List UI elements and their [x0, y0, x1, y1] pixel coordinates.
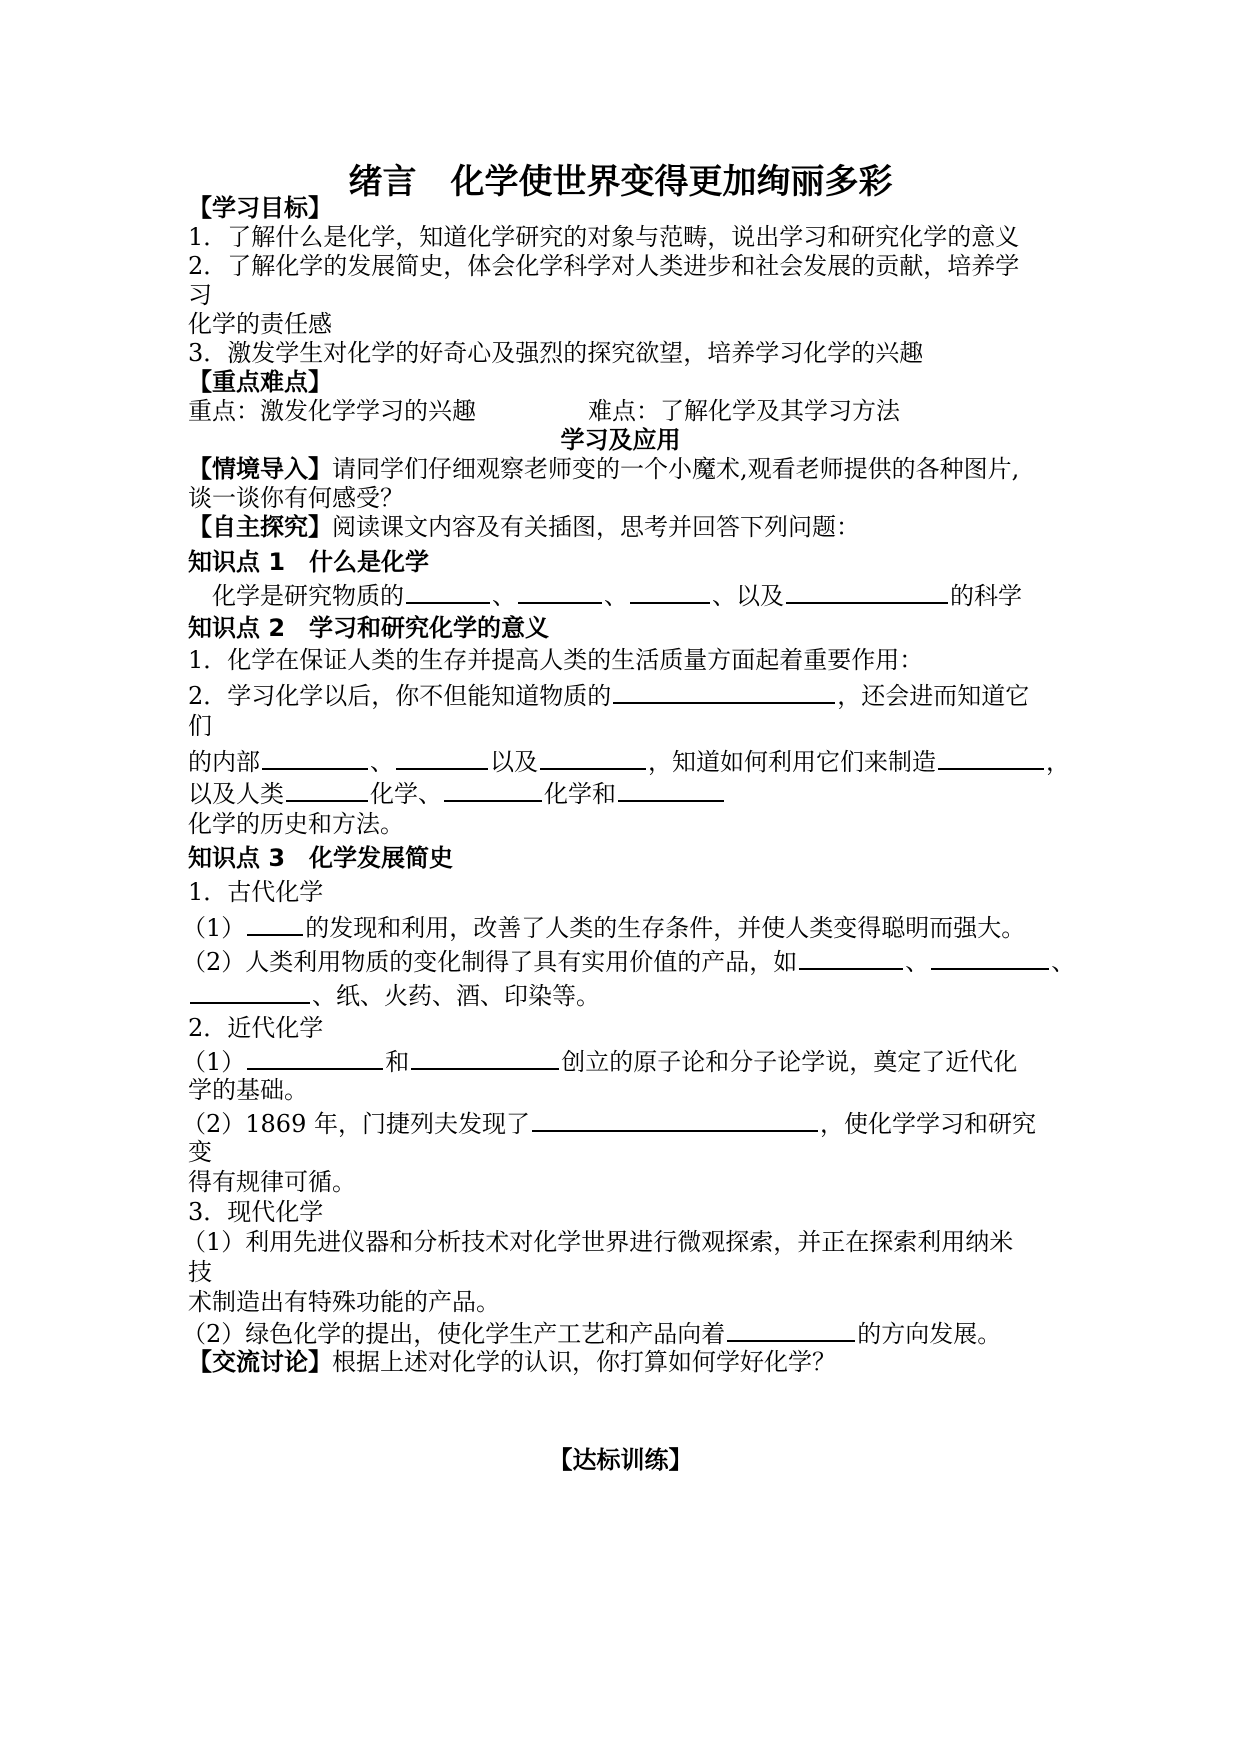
blank-field[interactable]	[262, 744, 368, 770]
kp3-text: 的发现和利用，改善了人类的生存条件，并使人类变得聪明而强大。	[305, 914, 1026, 942]
modern-item-2-wrap: 变	[188, 1138, 212, 1166]
blank-field[interactable]	[727, 1316, 855, 1342]
kp2-text: 的内部	[188, 748, 260, 776]
discuss-label: 【交流讨论】	[188, 1348, 332, 1376]
training-heading: 【达标训练】	[548, 1446, 693, 1474]
goal-item-3: 3．激发学生对化学的好奇心及强烈的探究欲望，培养学习化学的兴趣	[188, 339, 924, 367]
kp3-text: 、	[1051, 948, 1076, 976]
goal-item-2-wrap: 习	[188, 281, 212, 309]
section-title: 学习及应用	[560, 426, 681, 454]
kp2-text: 以及	[490, 748, 538, 776]
kp3-text: 、	[905, 948, 930, 976]
intro-text: 请同学们仔细观察老师变的一个小魔术,观看老师提供的各种图片,	[332, 455, 1020, 483]
modern-item-1	[182, 1044, 1017, 1076]
blank-field[interactable]	[630, 578, 710, 604]
kp2-line-2-wrap: 们	[188, 712, 212, 740]
kp1-line	[212, 578, 1022, 610]
kp2-line-4	[188, 776, 726, 808]
current-heading: 3．现代化学	[188, 1198, 324, 1226]
blank-field[interactable]	[247, 910, 303, 936]
current-item-1: （1）利用先进仪器和分析技术对化学世界进行微观探索，并正在探索利用纳米	[182, 1228, 1014, 1256]
key-heading: 【重点难点】	[188, 368, 332, 396]
kp2-heading: 知识点 2 学习和研究化学的意义	[188, 614, 550, 642]
goals-heading: 【学习目标】	[188, 194, 332, 222]
document-title: 绪言 化学使世界变得更加绚丽多彩	[348, 162, 893, 202]
discuss-text: 根据上述对化学的认识，你打算如何学好化学？	[332, 1348, 836, 1376]
ancient-heading: 1．古代化学	[188, 878, 324, 906]
kp1-text-3: 、	[604, 582, 628, 610]
current-item-1-wrap: 技	[188, 1258, 212, 1286]
goal-item-2: 2．了解化学的发展简史，体会化学科学对人类进步和社会发展的贡献，培养学	[188, 252, 1020, 280]
kp1-text-5: 的科学	[950, 582, 1022, 610]
blank-field[interactable]	[411, 1044, 559, 1070]
kp1-heading: 知识点 1 什么是化学	[188, 548, 430, 576]
ancient-item-2	[182, 944, 1075, 976]
kp3-text: ，使化学学习和研究	[819, 1110, 1036, 1138]
intro-text-cont: 谈一谈你有何感受？	[188, 484, 404, 512]
kp2-text: 化学、	[370, 780, 442, 808]
kp2-text: 化学和	[544, 780, 616, 808]
goal-item-2-cont: 化学的责任感	[188, 310, 332, 338]
kp3-text: 、纸、火药、酒、印染等。	[312, 982, 600, 1010]
modern-item-2	[182, 1106, 1036, 1138]
modern-heading: 2．近代化学	[188, 1014, 324, 1042]
explore-label: 【自主探究】	[188, 513, 332, 541]
kp2-line-3	[188, 744, 1070, 776]
blank-field[interactable]	[938, 744, 1044, 770]
discuss-line	[188, 1346, 836, 1378]
kp3-text: （1）	[182, 914, 246, 942]
kp2-text: 、	[370, 748, 394, 776]
kp3-heading: 知识点 3 化学发展简史	[188, 844, 454, 872]
blank-field[interactable]	[396, 744, 488, 770]
intro-line	[188, 453, 1019, 485]
current-item-2	[182, 1316, 1001, 1348]
blank-field[interactable]	[786, 578, 948, 604]
blank-field[interactable]	[444, 776, 542, 802]
kp2-line-5: 化学的历史和方法。	[188, 810, 404, 838]
modern-item-1-cont: 学的基础。	[188, 1076, 308, 1104]
kp2-text: ，还会进而知道它	[837, 682, 1030, 710]
kp3-text: （2）人类利用物质的变化制得了具有实用价值的产品，如	[182, 948, 798, 976]
explore-line	[188, 511, 860, 543]
key-difficulty: 难点：了解化学及其学习方法	[588, 397, 900, 425]
intro-label: 【情境导入】	[188, 455, 332, 483]
kp3-text: 和	[385, 1048, 410, 1076]
blank-field[interactable]	[190, 978, 310, 1004]
kp2-line-2	[188, 678, 1029, 710]
blank-field[interactable]	[247, 1044, 383, 1070]
kp1-text-2: 、	[492, 582, 516, 610]
kp2-text: 以及人类	[188, 780, 284, 808]
kp3-text: （2）绿色化学的提出，使化学生产工艺和产品向着	[182, 1320, 726, 1348]
blank-field[interactable]	[540, 744, 646, 770]
blank-field[interactable]	[799, 944, 903, 970]
blank-field[interactable]	[613, 678, 835, 704]
key-focus: 重点：激发化学学习的兴趣	[188, 397, 476, 425]
blank-field[interactable]	[618, 776, 724, 802]
kp1-text-1: 化学是研究物质的	[212, 582, 404, 610]
modern-item-2-cont: 得有规律可循。	[188, 1168, 356, 1196]
kp1-text-4: 、以及	[712, 582, 784, 610]
blank-field[interactable]	[518, 578, 602, 604]
kp2-text: ，知道如何利用它们来制造	[648, 748, 936, 776]
ancient-item-2-cont	[188, 978, 600, 1010]
explore-text: 阅读课文内容及有关插图，思考并回答下列问题：	[332, 513, 860, 541]
kp3-text: （2）1869 年，门捷列夫发现了	[182, 1110, 530, 1138]
kp2-text: ，	[1046, 748, 1070, 776]
blank-field[interactable]	[931, 944, 1049, 970]
goal-item-1: 1．了解什么是化学，知道化学研究的对象与范畴，说出学习和研究化学的意义	[188, 223, 1020, 251]
kp3-text: 创立的原子论和分子论学说，奠定了近代化	[561, 1048, 1018, 1076]
current-item-1-cont: 术制造出有特殊功能的产品。	[188, 1288, 500, 1316]
blank-field[interactable]	[532, 1106, 818, 1132]
blank-field[interactable]	[286, 776, 368, 802]
kp2-text: 2．学习化学以后，你不但能知道物质的	[188, 682, 612, 710]
ancient-item-1	[182, 910, 1025, 942]
kp3-text: （1）	[182, 1048, 246, 1076]
blank-field[interactable]	[406, 578, 490, 604]
kp3-text: 的方向发展。	[857, 1320, 1002, 1348]
kp2-line-1: 1．化学在保证人类的生存并提高人类的生活质量方面起着重要作用：	[188, 646, 924, 674]
